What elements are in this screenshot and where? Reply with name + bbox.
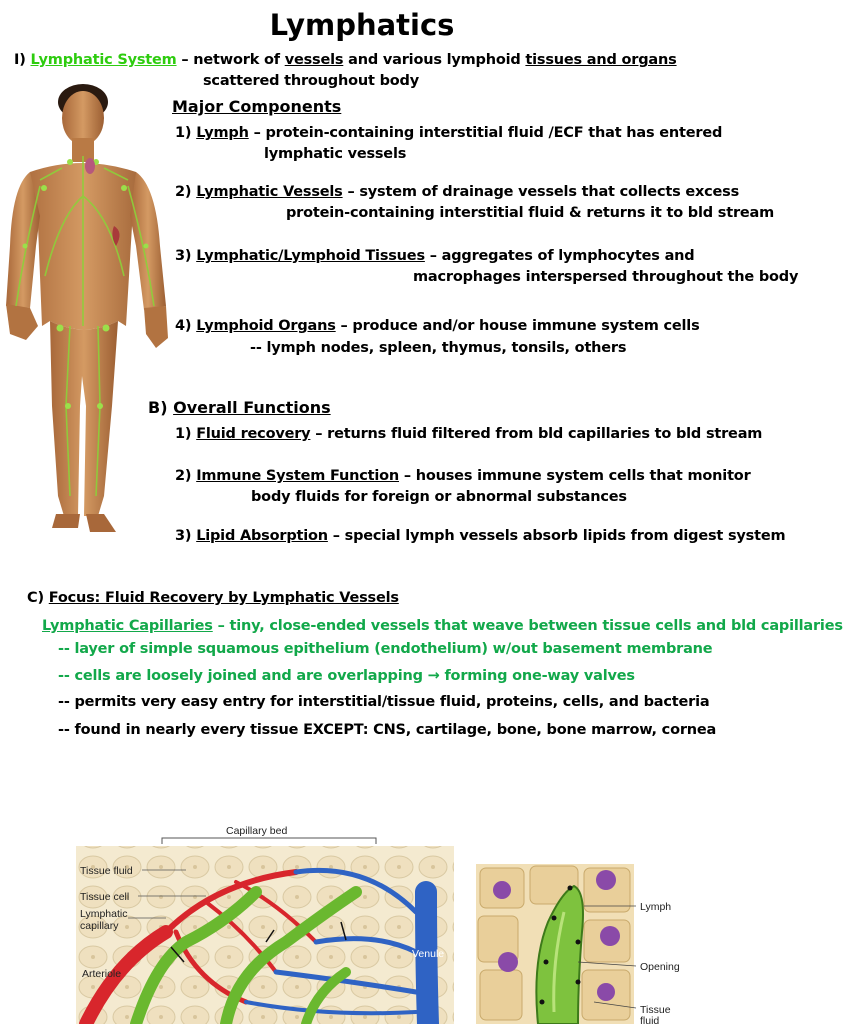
lymphatic-capillary-closeup-figure	[474, 862, 714, 1024]
function-item-3: 3) Lipid Absorption – special lymph vessels absorb lipids from digest system	[175, 528, 786, 544]
focus-bullet-1: -- layer of simple squamous epithelium (endothelium) w/out basement membrane	[58, 641, 713, 657]
intro-text-1: – network of	[176, 52, 285, 68]
major-item-2-cont: protein-containing interstitial fluid & returns it to bld stream	[286, 205, 775, 221]
lymphatic-system-term: Lymphatic System	[30, 52, 177, 68]
label-fluid: fluid	[640, 1015, 660, 1024]
major-item-1: 1) Lymph – protein-containing interstitial fluid /ECF that has entered	[175, 125, 723, 141]
label-arteriole: Arteriole	[82, 968, 122, 980]
intro-line-2: scattered throughout body	[203, 73, 419, 89]
intro-vessels: vessels	[284, 52, 344, 68]
focus-bullet-2: -- cells are loosely joined and are overlapping → forming one-way valves	[58, 668, 635, 684]
function-item-2: 2) Immune System Function – houses immune system cells that monitor	[175, 468, 751, 484]
intro-numeral: I)	[14, 52, 26, 68]
label-lymph: Lymph	[640, 901, 672, 913]
focus-bullet-4: -- found in nearly every tissue EXCEPT: CNS, cartilage, bone, bone marrow, cornea	[58, 722, 717, 738]
page-title: Lymphatics	[269, 8, 455, 42]
capillary-bed-figure	[76, 822, 454, 1024]
lymphatic-capillaries-line: Lymphatic Capillaries – tiny, close-ended vessels that weave between tissue cells and bld capillaries	[42, 618, 843, 634]
label-tissue: Tissue	[640, 1004, 671, 1016]
intro-tissues-organs: tissues and organs	[525, 52, 677, 68]
label-venule: Venule	[412, 948, 445, 960]
major-components-heading: Major Components	[172, 97, 342, 116]
label-tissue-cell: Tissue cell	[80, 891, 130, 903]
intro-text-2: and various lymphoid	[343, 52, 526, 68]
major-item-4: 4) Lymphoid Organs – produce and/or house immune system cells	[175, 318, 700, 334]
function-item-2-cont: body fluids for foreign or abnormal substances	[251, 489, 627, 505]
label-tissue-fluid: Tissue fluid	[80, 865, 133, 877]
major-item-1-cont: lymphatic vessels	[264, 146, 407, 162]
label-capillary: capillary	[80, 920, 119, 932]
lymphatic-body-illustration	[0, 76, 172, 558]
major-item-3: 3) Lymphatic/Lymphoid Tissues – aggregates of lymphocytes and	[175, 248, 695, 264]
overall-functions-heading: B) Overall Functions	[148, 398, 331, 417]
label-opening: Opening	[640, 961, 680, 973]
function-item-1: 1) Fluid recovery – returns fluid filtered from bld capillaries to bld stream	[175, 426, 763, 442]
label-capillary-bed: Capillary bed	[226, 825, 288, 837]
major-item-3-cont: macrophages interspersed throughout the body	[413, 269, 799, 285]
major-item-2: 2) Lymphatic Vessels – system of drainage vessels that collects excess	[175, 184, 740, 200]
intro-line	[14, 52, 677, 68]
focus-bullet-3: -- permits very easy entry for interstitial/tissue fluid, proteins, cells, and bacteria	[58, 694, 710, 710]
focus-heading: C) Focus: Fluid Recovery by Lymphatic Vessels	[27, 590, 399, 606]
label-lymphatic: Lymphatic	[80, 908, 128, 920]
major-item-4-cont: -- lymph nodes, spleen, thymus, tonsils, others	[250, 340, 627, 356]
